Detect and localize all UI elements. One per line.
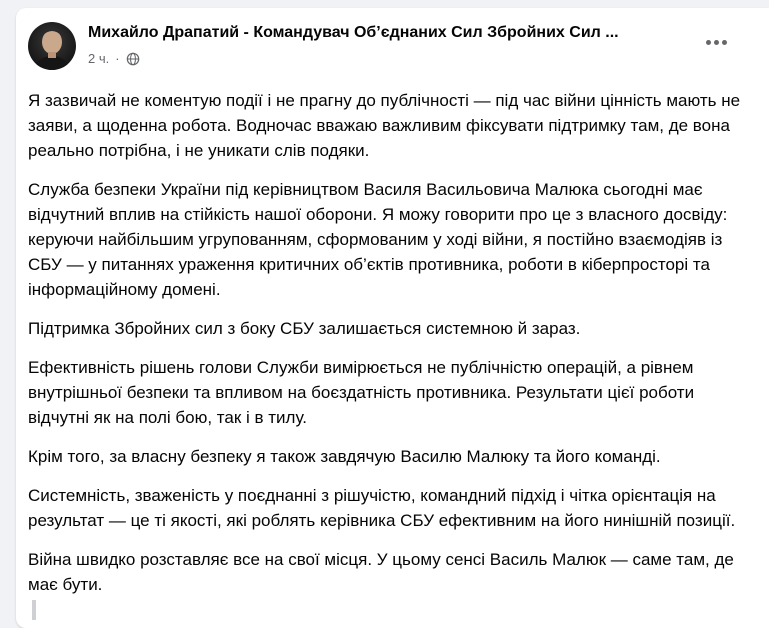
post-paragraph: Системність, зваженість у поєднанні з рішучістю, командний підхід і чітка орієнтація на результат — це ті якості, які роблять керівника СБУ ефективним на його нинішній позиції.	[28, 486, 736, 530]
globe-icon[interactable]	[126, 52, 140, 66]
post-text	[28, 88, 748, 611]
post-paragraph: Крім того, за власну безпеку я також завдячую Василю Малюку та його команді.	[28, 447, 661, 466]
more-options-icon-dot	[714, 40, 719, 45]
author-avatar[interactable]	[28, 22, 76, 70]
more-options-icon-dot	[722, 40, 727, 45]
author-name-link[interactable]: Михайло Драпатий - Командувач Об’єднаних Сил Збройних Сил ...	[88, 24, 619, 41]
post-paragraph: Ефективність рішень голови Служби вимірюється не публічністю операцій, а рівнем внутрішньої безпеки та впливом на боєздатність противника. Результати цієї роботи відчутні як на полі бою, так і в тилу.	[28, 358, 695, 427]
more-options-icon	[706, 40, 711, 45]
avatar-portrait-icon	[28, 22, 76, 70]
more-options-button[interactable]	[698, 30, 734, 54]
meta-separator: ·	[115, 51, 120, 66]
post-paragraph: Війна швидко розставляє все на свої місця. У цьому сенсі Василь Малюк — саме там, де має бути.	[28, 550, 734, 594]
post-paragraph: Я зазвичай не коментую події і не прагну до публічності — під час війни цінність мають не заяви, а щоденна робота. Водночас вважаю важливим фіксувати підтримку там, де вона реально потрібна, і не уникати слів подяки.	[28, 91, 741, 160]
post-meta	[88, 51, 140, 66]
post-paragraph: Підтримка Збройних сил з боку СБУ залишається системною й зараз.	[28, 319, 581, 338]
post-card	[16, 8, 769, 628]
post-paragraph: Служба безпеки України під керівництвом Василя Васильовича Малюка сьогодні має відчутний вплив на стійкість нашої оборони. Я можу говорити про це з власного досвіду: керуючи найбільшим угрупованням, сформованим у ході війни, я постійно взаємодіяв із СБУ — у питаннях ураження критичних об’єктів противника, роботи в кіберпросторі та інформаційному домені.	[28, 180, 728, 299]
post-time-link[interactable]: 2 ч.	[88, 51, 110, 66]
quote-bar	[32, 600, 36, 620]
